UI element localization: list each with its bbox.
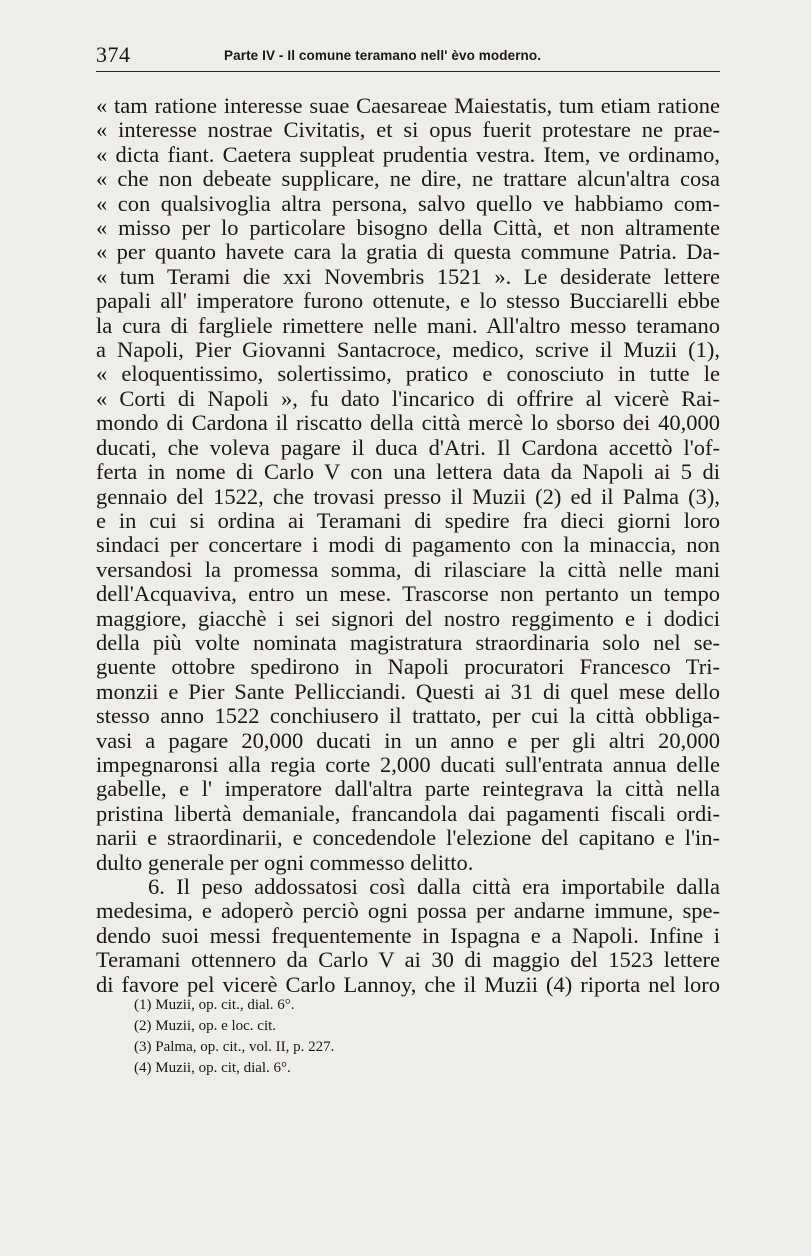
text-line: guente ottobre spedirono in Napoli procuratori Francesco Tri- (96, 655, 720, 680)
text-line: impegnaronsi alla regia corte 2,000 ducati sull'entrata annua delle (96, 752, 720, 777)
text-line: « eloquentissimo, solertissimo, pratico e conosciuto in tutte le (96, 362, 720, 387)
header-rule (96, 71, 720, 72)
text-line: 6. Il peso addossatosi così dalla città era importabile dalla (148, 875, 720, 899)
text-line: « Corti di Napoli », fu dato l'incarico di offrire al vicerè Rai- (96, 386, 720, 411)
text-line: dulto generale per ogni commesso delitto. (96, 850, 474, 875)
page-header (96, 38, 720, 78)
text-line: di favore pel vicerè Carlo Lannoy, che il Muzii (4) riporta nel loro (96, 972, 720, 997)
text-line: « misso per lo particolare bisogno della Città, et non altramente (96, 216, 720, 241)
text-line: « che non debeate supplicare, ne dire, ne trattare alcun'altra cosa (96, 167, 720, 192)
footnote: (3) Palma, op. cit., vol. II, p. 227. (134, 1039, 335, 1055)
text-line: papali all' imperatore furono ottenute, e lo stesso Bucciarelli ebbe (96, 289, 720, 314)
text-line: e in cui si ordina ai Teramani di spedire fra dieci giorni loro (96, 508, 720, 533)
text-line: « tum Terami die xxi Novembris 1521 ». Le desiderate lettere (96, 264, 720, 289)
text-line: « con qualsivoglia altra persona, salvo quello ve habbiamo com- (96, 191, 720, 216)
text-line: medesima, e adoperò perciò ogni possa per andarne immune, spe- (96, 899, 720, 924)
text-line: monzii e Pier Sante Pellicciandi. Questi ai 31 di quel mese dello (96, 679, 720, 704)
text-line: ferta in nome di Carlo V con una lettera data da Napoli ai 5 di (96, 460, 720, 485)
text-line: « per quanto havete cara la gratia di questa commune Patria. Da- (96, 240, 720, 265)
text-line: dendo suoi messi frequentemente in Ispagna e a Napoli. Infine i (96, 923, 720, 948)
text-line: la cura di fargliele rimettere nelle mani. All'altro messo teramano (96, 313, 720, 338)
footnote: (1) Muzii, op. cit., dial. 6°. (134, 997, 295, 1013)
text-line: gennaio del 1522, che trovasi presso il Muzii (2) ed il Palma (3), (96, 484, 720, 509)
footnotes (134, 995, 694, 1079)
text-line: « interesse nostrae Civitatis, et si opus fuerit protestare ne prae- (96, 118, 720, 143)
text-line: gabelle, e l' imperatore dall'altra parte reintegrava la città nella (96, 777, 720, 802)
body-text (96, 94, 720, 997)
text-line: versandosi la promessa somma, di rilasciare la città nelle mani (96, 557, 720, 582)
text-line: pristina libertà demaniale, francandola dai pagamenti fiscali ordi- (96, 801, 720, 826)
text-line: a Napoli, Pier Giovanni Santacroce, medico, scrive il Muzii (1), (96, 338, 720, 363)
text-line: maggiore, giacchè i sei signori del nostro reggimento e i dodici (96, 606, 720, 631)
text-line: sindaci per concertare i modi di pagamento con la minaccia, non (96, 533, 720, 558)
text-line: vasi a pagare 20,000 ducati in un anno e per gli altri 20,000 (96, 728, 720, 753)
text-line: ducati, che voleva pagare il duca d'Atri. Il Cardona accettò l'of- (96, 435, 720, 460)
text-line: « tam ratione interesse suae Caesareae Maiestatis, tum etiam ratione (96, 94, 720, 118)
text-line: stesso anno 1522 conchiusero il trattato, per cui la città obbliga- (96, 704, 720, 729)
text-line: Teramani ottennero da Carlo V ai 30 di maggio del 1523 lettere (96, 948, 720, 973)
text-line: della più volte nominata magistratura straordinaria solo nel se- (96, 630, 720, 655)
page-number: 374 (96, 42, 131, 67)
running-head: Parte IV - Il comune teramano nell' èvo moderno. (224, 48, 542, 63)
text-line: narii e straordinarii, e concedendole l'elezione del capitano e l'in- (96, 826, 720, 851)
text-line: mondo di Cardona il riscatto della città mercè lo sborso dei 40,000 (96, 411, 720, 436)
footnote: (2) Muzii, op. e loc. cit. (134, 1018, 277, 1034)
text-line: dell'Acquaviva, entro un mese. Trascorse non pertanto un tempo (96, 582, 720, 607)
text-line: « dicta fiant. Caetera suppleat prudentia vestra. Item, ve ordinamo, (96, 142, 720, 167)
footnote: (4) Muzii, op. cit, dial. 6°. (134, 1060, 291, 1076)
